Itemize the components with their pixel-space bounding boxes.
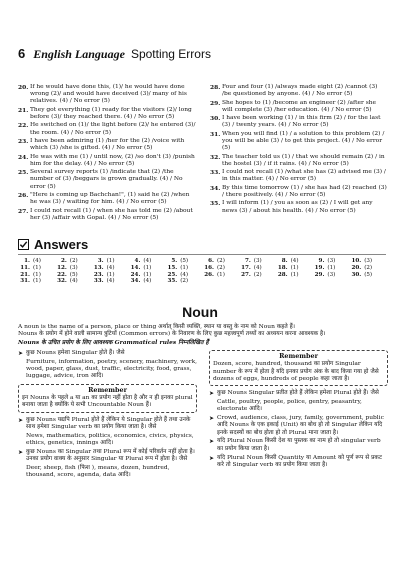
answer-cell: [239, 258, 276, 265]
question-text: If he would have done this, (1)/ he would have done wrong (2)/ and would have deceived (3)/ many of his relatives. (4) / No error (5): [30, 84, 187, 105]
arrow-bullet-icon: ➤: [209, 415, 215, 423]
answer-value: (1): [33, 278, 41, 285]
noun-right-b2: Crowd, audience, class, jury, family, government, public आदि Nouns के एक इकाई (Unit) का बोध हो तो Singular लेकिन यदि इनके सदस्यों का बोध होता हो तो Plural माना जाता है।: [217, 415, 384, 436]
question-text: By this time tomorrow (1) / she has had (2) reached (3) / there positively. (4) / No error (5): [222, 184, 387, 198]
question-number: 24.: [18, 153, 29, 161]
question-text: I will inform (1) / you as soon as (2) / I will get any news (3) / about his health. (4) / No error (5): [222, 200, 373, 214]
answer-cell: [349, 258, 386, 265]
answer-value: (3): [364, 258, 373, 264]
answer-number: 18.: [277, 264, 288, 271]
answer-number: 14.: [130, 264, 141, 271]
answer-value: (3): [253, 258, 262, 264]
answer-value: (5): [364, 271, 373, 278]
answer-cell: [276, 272, 313, 279]
noun-left-b3: कुछ Nouns का Singular तथा Plural रूप में कोई परिवर्तन नहीं होता है। उनका प्रयोग वाक्य के अनुसार Singular या Plural रूप में होता है। जैसे: [26, 448, 195, 463]
noun-title: Noun: [182, 304, 218, 320]
answers-title: Answers: [34, 237, 89, 252]
list-item: [18, 417, 197, 432]
noun-right-column: [209, 350, 388, 481]
question-text: I have been working (1) / in this firm (2) / for the last (3) / twenty years. (4) / No error (5): [222, 115, 381, 129]
answer-number: 27.: [241, 271, 251, 278]
answer-number: 24.: [130, 271, 141, 278]
noun-right-b1-list: Cattle, poultry, people, police, gentry, peasantry, electorate आदि।: [217, 398, 362, 413]
answer-number: 30.: [351, 271, 362, 278]
remember-box-left: [18, 384, 197, 413]
answer-cell: [202, 265, 239, 272]
answer-value: (4): [143, 278, 152, 285]
answer-cell: [165, 258, 202, 265]
arrow-bullet-icon: ➤: [209, 390, 215, 398]
answer-cell: [165, 265, 202, 272]
remember-title: Remember: [88, 385, 127, 394]
answer-cell: [92, 258, 129, 265]
answer-cell: [55, 258, 92, 265]
noun-intro-3: Nouns के उचित प्रयोग के लिए आवश्यक Grammatical rules निम्नलिखित हैं: [18, 338, 209, 346]
answer-value: (2): [216, 264, 225, 271]
question-item: [210, 100, 388, 114]
noun-intro-1: A noun is the name of a person, place or thing अर्थात् किसी व्यक्ति, स्थान या वस्तु के नाम को Noun कहते हैं।: [18, 324, 295, 330]
answer-value: (4): [290, 258, 299, 264]
answer-cell: [349, 265, 386, 272]
question-item: [210, 200, 388, 214]
page-number: 6: [18, 46, 26, 61]
answers-header: [18, 237, 88, 252]
answer-number: 21.: [20, 271, 30, 278]
answer-number: 9.: [318, 258, 325, 264]
question-item: [210, 169, 388, 183]
answer-number: 22.: [57, 271, 67, 278]
answer-value: (2): [253, 271, 262, 278]
answer-cell: [128, 265, 165, 272]
question-number: 28.: [210, 84, 221, 91]
section-title: Spotting Errors: [130, 47, 211, 61]
answer-value: (5): [69, 271, 78, 278]
answer-value: (1): [143, 271, 152, 278]
remember-title: Remember: [279, 352, 318, 360]
list-item: [209, 455, 388, 470]
answer-value: (2): [180, 278, 189, 285]
question-text: I could not recall (1) / when she has told me (2) /about her (3) /affair with Gopal. (4) / No error (5): [30, 207, 193, 221]
question-text: Four and four (1) /always made eight (2) /cannot (3) /be questioned by anyone. (4) / No error (5): [222, 84, 378, 98]
answer-cell: [92, 278, 129, 285]
answer-cell: [55, 265, 92, 272]
answer-cell: [239, 265, 276, 272]
list-item: [209, 390, 388, 397]
answer-cell: [312, 272, 349, 279]
question-number: 31.: [210, 130, 221, 138]
answer-value: (1): [143, 264, 152, 271]
question-number: 33.: [210, 169, 221, 177]
page-header: [18, 46, 388, 66]
list-item: [18, 449, 197, 464]
answer-cell: [18, 258, 55, 265]
noun-right-b3: यदि Plural Noun किसी देश या पुस्तक का नाम हो तो singular verb का प्रयोग किया जाता है।: [217, 438, 381, 452]
answer-cell: [202, 272, 239, 279]
question-text: I have been admiring (1) /her for the (2) /voice with which (3) /she is gifted. (4) / No error (5): [30, 137, 185, 152]
list-item: [209, 438, 388, 453]
question-number: 22.: [18, 122, 29, 130]
answer-number: 33.: [93, 278, 104, 285]
answer-value: (4): [33, 258, 41, 264]
answer-value: (1): [290, 264, 299, 271]
noun-right-b4: यदि Plural Noun किसी Quantity या Amount को पूर्ण रूप से प्रकट करे तो Singular verb का प्रयोग किया जाता है।: [217, 454, 382, 468]
answer-value: (2): [216, 258, 225, 264]
answer-number: 7.: [244, 258, 251, 264]
answer-value: (4): [180, 271, 189, 278]
answer-value: (1): [327, 264, 336, 271]
remember-text: इन Nouns के पहले a या an का प्रयोग नहीं होता है और न ही इनका plural बनाया जाता है क्योंकि ये सभी Uncountable Noun हैं।: [22, 394, 193, 409]
list-item: [209, 415, 388, 437]
answer-value: (4): [253, 264, 262, 271]
answer-cell: [128, 278, 165, 285]
answer-number: 4.: [134, 258, 141, 264]
question-text: He switched on (1)/ the light before (2)/ he entered (3)/ the room. (4) / No error (5): [30, 122, 196, 136]
answer-value: (1): [180, 264, 189, 271]
noun-left-b3-list: Deer, sheep, fish (फिश ), means, dozen, hundred, thousand, score, agenda, data आदि।: [26, 464, 170, 479]
question-number: 20.: [18, 84, 29, 91]
question-number: 34.: [210, 184, 221, 192]
answer-value: (2): [364, 264, 373, 271]
answer-value: (1): [33, 271, 41, 278]
answer-cell: [165, 278, 202, 285]
answer-cell: [349, 272, 386, 279]
question-text: When you will find (1) / a solution to this problem (2) / you will be able (3) / to get this project. (4) / No error (5): [222, 130, 385, 152]
answer-cell: [239, 272, 276, 279]
question-text: They got everything (1) ready for the visitors (2)/ long before (3)/ they reached there. (4) / No error (5): [30, 106, 192, 120]
answer-number: 16.: [204, 264, 214, 271]
answers-divider: [18, 254, 386, 255]
answers-grid: [18, 258, 386, 285]
answer-cell: [276, 258, 313, 265]
answer-value: (3): [327, 271, 336, 278]
answer-value: (4): [143, 258, 152, 264]
answer-value: (1): [33, 264, 41, 271]
answer-number: 17.: [241, 264, 251, 271]
answer-value: (2): [69, 258, 78, 264]
question-item: [18, 154, 196, 168]
answer-cell: [128, 258, 165, 265]
answer-number: 29.: [314, 271, 325, 278]
question-item: [18, 192, 196, 206]
remember-box-right: [209, 350, 388, 386]
noun-left-b1: कुछ Nouns हमेशा Singular होते हैं। जैसे: [26, 350, 125, 356]
question-item: [210, 185, 388, 199]
arrow-bullet-icon: ➤: [209, 438, 215, 446]
question-item: [210, 115, 388, 129]
answer-number: 10.: [351, 258, 362, 264]
answer-value: (1): [290, 271, 299, 278]
noun-left-column: [18, 350, 197, 481]
question-number: 32.: [210, 153, 221, 161]
question-text: She hopes to (1) /become an engineer (2) /after she will complete (3) /her education. (4) / No error (5): [222, 99, 377, 113]
answer-number: 19.: [314, 264, 325, 271]
answer-cell: [55, 278, 92, 285]
checkbox-icon: [18, 239, 29, 250]
question-number: 25.: [18, 169, 29, 177]
noun-left-b2: कुछ Nouns यद्यपि Plural होते हैं लेकिन ये Singular होते हैं तथा उनके साथ हमेशा Singular verb का प्रयोग किया जाता है। जैसे: [26, 416, 191, 430]
question-text: "Here is coming up Bachchan!", (1) said he (2) /when he was (3) / waiting for him. (4) / No error (5): [30, 191, 190, 206]
answer-value: (5): [180, 258, 189, 264]
question-item: [210, 131, 388, 153]
list-item: [18, 350, 197, 357]
answer-number: 34.: [130, 278, 141, 285]
noun-intro: [18, 324, 386, 346]
remember-text: Dozen, score, hundred, thousand का प्रयोग Singular number के रूप में होता है यदि इनका प्रयोग अंक के बाद किया गया हो जैसे dozens of eggs, hundreds of people कहा जाता है।: [213, 361, 379, 382]
question-number: 29.: [210, 99, 221, 107]
question-number: 26.: [18, 191, 29, 199]
answer-number: 28.: [277, 271, 288, 278]
answer-value: (3): [327, 258, 336, 264]
answer-number: 23.: [93, 271, 104, 278]
questions-left-column: [18, 84, 196, 223]
question-text: The teacher told us (1) / that we should remain (2) / in the hostel (3) / if it rains. (4) / No error (5): [222, 153, 385, 167]
answer-number: 25.: [167, 271, 178, 278]
questions-right-column: [210, 84, 388, 223]
question-text: I could not recall (1) /what she has (2) advised me (3) / in this matter. (4) / No error (5): [222, 169, 386, 183]
question-text: Several survey reports (1) /indicate that (2) /the number of (3) /beggars is grown gradually. (4) / No error (5): [30, 169, 183, 190]
answer-number: 2.: [60, 258, 67, 264]
noun-left-b1-list: Furniture, information, poetry, scenery, machinery, work, wood, paper, glass, dust, traffic, electricity, food, grass, luggage, advice, iron आदि।: [26, 358, 198, 380]
answer-value: (4): [106, 278, 115, 285]
question-number: 21.: [18, 106, 29, 114]
noun-intro-2: Nouns के प्रयोग में होने वाली सामान्य त्रुटियों (Common errors) के निवारण के लिए कुछ महत्त्वपूर्ण तथ्यों का अध्ययन करना आवश्यक है।: [18, 331, 326, 338]
noun-left-b2-list: News, mathematics, politics, economics, civics, physics, ethics, genetics, innings आदि।: [26, 432, 194, 446]
question-item: [18, 169, 196, 191]
question-item: [210, 154, 388, 168]
question-item: [18, 107, 196, 121]
answer-number: 6.: [208, 258, 214, 264]
answer-value: (4): [69, 278, 78, 285]
answer-number: 26.: [204, 271, 214, 278]
answer-cell: [18, 278, 55, 285]
answer-cell: [276, 265, 313, 272]
answer-number: 5.: [171, 258, 178, 264]
answer-cell: [312, 258, 349, 265]
answer-number: 1.: [24, 258, 30, 264]
noun-columns: [18, 350, 388, 481]
noun-right-b1: कुछ Nouns Singular प्रतीत होते हैं लेकिन हमेशा Plural होते हैं। जैसे: [217, 390, 379, 397]
answer-number: 20.: [351, 264, 362, 271]
question-number: 27.: [18, 207, 29, 215]
answer-number: 35.: [167, 278, 178, 285]
answer-value: (3): [69, 264, 78, 271]
arrow-bullet-icon: ➤: [18, 416, 24, 424]
answer-number: 31.: [20, 278, 30, 285]
question-number: 35.: [210, 200, 221, 208]
question-item: [210, 84, 388, 98]
answer-number: 12.: [57, 264, 67, 271]
answer-value: (1): [106, 258, 115, 264]
question-number: 23.: [18, 137, 29, 145]
arrow-bullet-icon: ➤: [18, 448, 24, 456]
answer-cell: [18, 265, 55, 272]
question-number: 30.: [210, 115, 221, 123]
question-item: [18, 208, 196, 222]
question-item: [18, 138, 196, 152]
answer-number: 13.: [93, 264, 104, 271]
answer-value: (4): [106, 264, 115, 271]
answer-number: 32.: [57, 278, 67, 285]
answer-cell: [312, 265, 349, 272]
answer-value: (1): [106, 271, 115, 278]
answer-cell: [92, 265, 129, 272]
arrow-bullet-icon: ➤: [18, 350, 24, 357]
questions-columns: [18, 84, 388, 223]
subject-title: English Language: [33, 47, 125, 61]
answer-value: (1): [216, 271, 225, 278]
question-item: [18, 122, 196, 136]
question-item: [18, 84, 196, 106]
answer-number: 3.: [97, 258, 104, 264]
answer-number: 15.: [167, 264, 178, 271]
answer-number: 11.: [20, 264, 30, 271]
answer-cell: [202, 258, 239, 265]
answer-number: 8.: [281, 258, 288, 264]
arrow-bullet-icon: ➤: [209, 454, 215, 462]
question-text: He was with me (1) / until now, (2) /so don't (3) /punish him for the delay. (4) / No error (5): [30, 153, 195, 167]
